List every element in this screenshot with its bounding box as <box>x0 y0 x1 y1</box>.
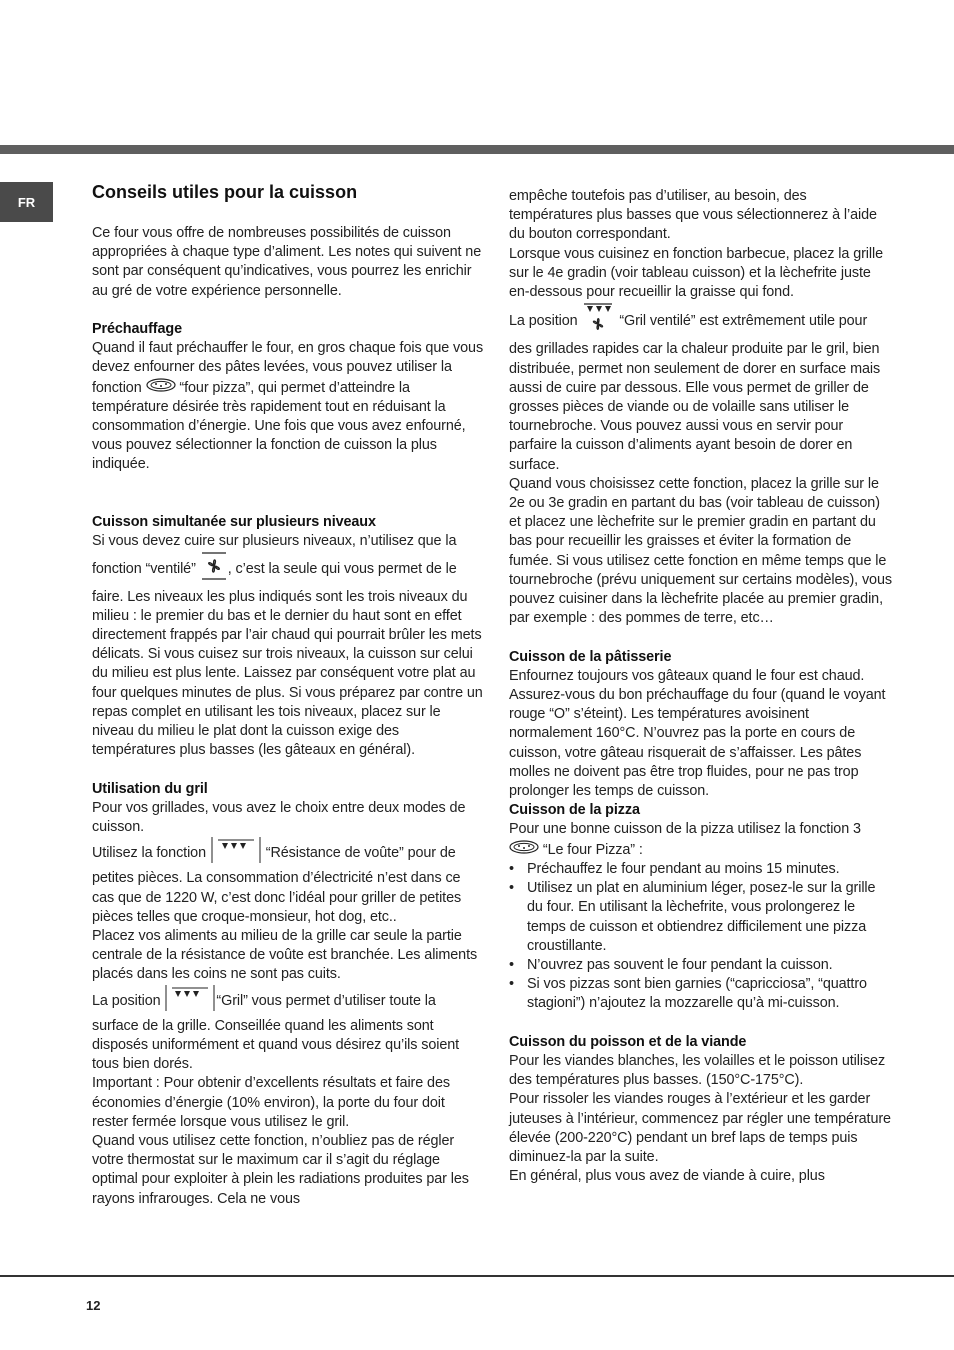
preheat-paragraph: Quand il faut préchauffer le four, en gros chaque fois que vous devez enfourner des pâtes levées, vous pouvez utiliser la fonction “four pizza”, qui permet d’atteindre la température désirée très rapidement tout en réduisant la consommation d’énergie. Une fois que vous avez enfourné, vous pouvez sélectionner la fonction de cuisson la plus indiquée. <box>92 340 484 473</box>
list-item: • Utilisez un plat en aluminium léger, posez-le sur la grille du four. En utilisant la lèchefrite, vous prolongerez le temps de cuisson et obtiendrez difficilement une pizza croustillante. <box>509 879 893 956</box>
list-item: • Préchauffez le four pendant au moins 15 minutes. <box>509 860 893 879</box>
footer-rule <box>0 1275 954 1277</box>
grill-paragraph-3: Placez vos aliments au milieu de la grille car seule la partie centrale de la résistance de voûte est branchée. Les aliments placés dans les coins ne sont pas cuits. <box>92 928 478 983</box>
pizza-icon <box>509 840 539 860</box>
intro-paragraph: Ce four vous offre de nombreuses possibilités de cuisson appropriées à chaque type d’aliment. Les notes qui suivent ne sont par conséquent qu’indicatives, vous pourrez les enrichir au gré de votre expérience personnelle. <box>92 225 482 299</box>
grill-icon <box>164 985 216 1017</box>
fish-meat-paragraph-2: Pour rissoler les viandes rouges à l’extérieur et les garder juteuses à l’intérieur, commencez par régler une température élevée (200-220°C) pendant un bref laps de temps puis diminuez-la par la suite. <box>509 1091 891 1165</box>
pizza-paragraph: Pour une bonne cuisson de la pizza utilisez la fonction 3 “Le four Pizza” : <box>509 820 893 859</box>
fan-icon <box>200 551 228 587</box>
pastry-heading: Cuisson de la pâtisserie <box>509 648 672 665</box>
grill-continued-2: Lorsque vous cuisinez en fonction barbecue, placez la grille sur le 4e gradin (voir tableau cuisson) et la lèchefrite juste en-dessous pour recueillir la graisse qui fond. <box>509 245 883 301</box>
column-left <box>92 224 484 1209</box>
language-tab: FR <box>0 182 53 222</box>
multi-level-paragraph: Si vous devez cuire sur plusieurs niveaux, n’utilisez que la fonction “ventilé” , c’est la seule qui vous permet de le faire. Les niveaux les plus indiqués sont les trois niveaux du milieu : le premier du bas et le dernier du haut sont en effet directement frappés par l’air chaud qui pourrait brûler les mets délicats. Si vous cuisez sur trois niveaux, la cuisson sur celui du milieu est plus lente. Laissez par conséquent votre plat au four quelques minutes de plus. Si vous préparez par contre un repas complet en utilisant les tois niveaux, placez sur le niveau du milieu le plat dont la cuisson exige des températures plus basses (les gâteaux en général). <box>92 533 483 759</box>
grill-paragraph-6: Quand vous utilisez cette fonction, n’oubliez pas de régler votre thermostat sur le maximum car il s’agit du réglage optimal pour exploiter à plein les radiations produites par les rayons infrarouges. Cela ne vous <box>92 1133 469 1207</box>
list-item: • N’ouvrez pas souvent le four pendant la cuisson. <box>509 956 893 975</box>
grill-continued-1: empêche toutefois pas d’utiliser, au besoin, des températures plus basses que vous sélectionnerez à l’aide du bouton correspondant. <box>509 188 877 243</box>
page-title: Conseils utiles pour la cuisson <box>92 182 358 202</box>
grill-paragraph-2: Utilisez la fonction “Résistance de voûte” pour de petites pièces. La consommation d’électricité n’est dans ce cas que de 1220 W, c’est donc l’idéal pour griller de petites pièces telles que croque-monsieur, hot dog, etc.. <box>92 837 484 927</box>
grill-continued-3: La position “Gril ventilé” est extrêmement utile pour des grillades rapides car la chaleur produite par le gril, bien distribuée, permet non seulement de dorer en surface mais aussi de cuire par dessous. Elle vous permet de griller de grosses pièces de viande ou de volaille sans utiliser le tournebroche. Vous pouvez aussi vous en servir pour parfaire la cuisson d’aliments ayant besoin de dorer en surface. <box>509 302 893 475</box>
page-number: 12 <box>86 1298 101 1313</box>
multi-level-heading: Cuisson simultanée sur plusieurs niveaux <box>92 514 376 530</box>
grill-heading: Utilisation du gril <box>92 780 208 797</box>
pastry-paragraph: Enfournez toujours vos gâteaux quand le four est chaud. Assurez-vous du bon préchauffage du four (quand le voyant rouge “O” s’éteint). Les températures avoisinent normalement 160°C. N’ouvrez pas la porte en cours de cuisson, votre gâteau risquerait de s’affaisser. Les pâtes molles ne doivent pas être trop fluides, pour ne pas trop prolonger les temps de cuisson. <box>509 667 886 800</box>
fish-meat-paragraph-1: Pour les viandes blanches, les volailles et le poisson utilisez des températures plus basses. (150°C-175°C). <box>509 1052 886 1089</box>
grill-paragraph-5: Important : Pour obtenir d’excellents résultats et faire des économies d’énergie (10% environ), la porte du four doit rester fermée lorsque vous utilisez le gril. <box>92 1075 450 1130</box>
fan-grill-icon <box>581 302 615 340</box>
fish-meat-paragraph-3: En général, plus vous avez de viande à cuire, plus <box>509 1168 825 1185</box>
header-bar <box>0 145 954 154</box>
pizza-tips-list <box>509 860 893 1014</box>
grill-paragraph-1: Pour vos grillades, vous avez le choix entre deux modes de cuisson. <box>92 799 466 836</box>
fish-meat-heading: Cuisson du poisson et de la viande <box>509 1033 747 1050</box>
top-heating-icon <box>210 837 262 869</box>
pizza-heading: Cuisson de la pizza <box>509 802 640 819</box>
grill-continued-4: Quand vous choisissez cette fonction, placez la grille sur le 2e ou 3e gradin en partant du bas (voir tableau de cuisson) et placez une lèchefrite sur le premier gradin en partant du bas pour recueillir les graisses et éviter la formation de fumée. Si vous utilisez cette fonction en même temps que le tournebroche (prévu uniquement sur certains modèles), vous pouvez cuisiner dans la lèchefrite placée au premier gradin, par exemple : des pommes de terre, etc… <box>509 475 892 627</box>
grill-paragraph-4: La position “Gril” vous permet d’utiliser toute la surface de la grille. Conseillée quand les aliments sont disposés uniformément et quand vous désirez qu’ils soient tous bien dorés. <box>92 985 484 1075</box>
preheat-heading: Préchauffage <box>92 321 182 337</box>
column-right <box>509 187 893 1186</box>
pizza-icon <box>146 378 176 398</box>
list-item: • Si vos pizzas sont bien garnies (“capricciosa”, “quattro stagioni”) n’ajoutez la mozzarelle qu’à mi-cuisson. <box>509 975 893 1013</box>
